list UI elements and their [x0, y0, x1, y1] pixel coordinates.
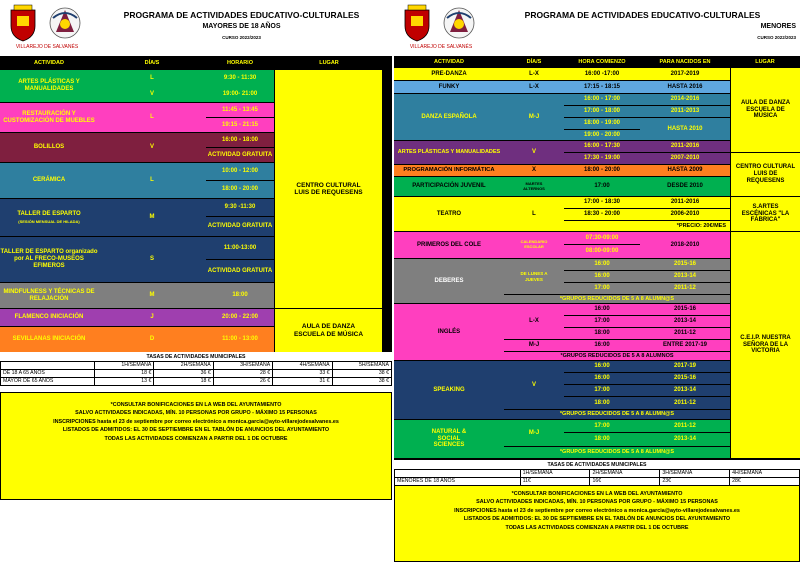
culture-emblem-icon — [48, 4, 82, 42]
hours-primeros-cole-2: 08:00-09:00 — [564, 245, 640, 258]
price-teatro: *PRECIO: 20€/MES — [564, 221, 730, 231]
rate-value: 18 € — [154, 377, 213, 385]
hours-danza-4: 19:00 - 20:00 — [564, 130, 640, 140]
born-speaking-1: 2017-19 — [640, 361, 730, 372]
hours-ingles-4: 16:00 — [564, 340, 640, 351]
rate-value: 13 € — [94, 377, 153, 385]
rates-corner — [1, 361, 95, 369]
hours-restauracion-2: 19:15 - 21:15 — [206, 118, 274, 132]
days-primeros-cole: CALENDARIO ESCOLAR — [504, 232, 564, 258]
born-danza-1: 2014-2016 — [640, 94, 730, 105]
info-line: *CONSULTAR BONIFICACIONES EN LA WEB DEL AYUNTAMIENTO — [511, 491, 683, 497]
hours-primeros-cole-1: 07:30-09:00 — [564, 232, 640, 244]
hours-teatro-1: 17:00 - 18:30 — [564, 197, 640, 208]
activity-ceramica: CERÁMICA — [0, 163, 98, 198]
header-place: LUGAR — [319, 59, 339, 66]
activity-bolillos: BOLILLOS — [0, 133, 98, 162]
activity-artes: ARTES PLÁSTICAS Y MANUALIDADES — [0, 70, 98, 102]
days-participacion: MARTES ALTERNOS — [504, 177, 564, 196]
culture-emblem-icon — [442, 4, 476, 42]
minors-info-box — [394, 485, 800, 562]
hours-speaking-2: 16:00 — [564, 373, 640, 384]
activity-mindfulness: MINDFULNESS Y TÉCNICAS DE RELAJACIÓN — [0, 283, 98, 308]
born-ingles-2: 2013-14 — [640, 316, 730, 327]
header-born: PARA NACIDOS EN — [659, 58, 711, 65]
course-label: CURSO 2022/2023 — [222, 35, 261, 40]
rate-value: 38 € — [332, 369, 391, 377]
born-natural-2: 2013-14 — [640, 433, 730, 446]
rates-col-3: 3H/SEMANA — [660, 469, 730, 477]
born-primeros-cole: 2018-2010 — [640, 232, 730, 258]
activity-esparto-mensual — [0, 199, 98, 236]
header-start: HORA COMIENZO — [578, 58, 626, 65]
hours-esparto-alfreco-2: ACTIVIDAD GRATUITA — [206, 260, 274, 282]
activity-danza: DANZA ESPAÑOLA — [394, 94, 504, 140]
rate-value: 16€ — [590, 477, 660, 485]
days-funky: L-X — [504, 81, 564, 93]
minors-rates-table — [394, 461, 800, 485]
born-speaking-3: 2013-14 — [640, 385, 730, 396]
info-line: TODAS LAS ACTIVIDADES COMIENZAN A PARTIR DEL 1 DE OCTUBRE — [104, 435, 288, 442]
hours-restauracion-1: 11:45 - 13:45 — [206, 103, 274, 117]
adults-schedule-table — [0, 56, 392, 352]
adults-program-panel — [0, 0, 392, 566]
born-predanza: 2017-2019 — [640, 68, 730, 80]
days-ingles-1: L-X — [504, 304, 564, 339]
hours-danza-2: 17:00 - 18:00 — [564, 106, 640, 117]
rates-col-2: 2H/SEMANA — [590, 469, 660, 477]
course-label: CURSO 2022/2023 — [757, 35, 796, 40]
rate-value: 38 € — [332, 377, 391, 385]
note-speaking: *GRUPOS REDUCIDOS DE 5 A 8 ALUMN@S — [504, 410, 730, 419]
activity-esparto-alfreco: TALLER DE ESPARTO organizado por AL FRECO-MUSEOS EFIMEROS — [0, 237, 98, 282]
rates-row-label: MENORES DE 18 AÑOS — [395, 477, 521, 485]
born-ingles-4: ENTRE 2017-19 — [640, 340, 730, 351]
activity-predanza: PRE-DANZA — [394, 68, 504, 80]
header-days: DÍA/S — [144, 59, 160, 66]
born-teatro-2: 2006-2010 — [640, 209, 730, 220]
hours-ingles-1: 16:00 — [564, 304, 640, 315]
info-line: INSCRIPCIONES hasta el 23 de septiembre por correo electrónico a monica.garcia@ayto-villarejodesalvanes.es — [53, 418, 339, 425]
hours-ingles-2: 17:00 — [564, 316, 640, 327]
hours-speaking-1: 16:00 — [564, 361, 640, 372]
adults-info-box — [0, 392, 392, 500]
place-aula-danza: AULA DE DANZA ESCUELA DE MÚSICA — [731, 68, 800, 152]
born-ingles-3: 2011-12 — [640, 328, 730, 339]
days-restauracion: L — [98, 103, 206, 132]
rate-value: 33 € — [273, 369, 332, 377]
rates-col-1: 1H/SEMANA — [520, 469, 590, 477]
info-line: SALVO ACTIVIDADES INDICADAS, MÍN. 10 PERSONAS POR GRUPO - MÁXIMO 15 PERSONAS — [476, 499, 718, 506]
place-centro-cultural: CENTRO CULTURAL LUIS DE REQUESENS — [275, 70, 382, 308]
hours-artes-menores-2: 17:30 - 19:00 — [564, 153, 640, 164]
days-teatro: L — [504, 197, 564, 231]
days-deberes: DE LUNES A JUEVES — [504, 259, 564, 294]
hours-bolillos-1: 16:00 - 18:00 — [206, 133, 274, 147]
hours-programacion: 18:00 - 20:00 — [564, 165, 640, 176]
days-programacion: X — [504, 165, 564, 176]
days-ingles-2: M-J — [504, 340, 564, 351]
hours-natural-1: 17:00 — [564, 420, 640, 432]
hours-speaking-3: 17:00 — [564, 385, 640, 396]
place-aula-danza: AULA DE DANZA ESCUELA DE MÚSICA — [275, 309, 382, 352]
hours-ingles-3: 18:00 — [564, 328, 640, 339]
info-line: INSCRIPCIONES hasta el 23 de septiembre por correo electrónico a monica.garcia@ayto-villarejodesalvanes.es — [454, 507, 740, 514]
program-subtitle: MENORES — [760, 23, 796, 30]
born-participacion: DESDE 2010 — [640, 177, 730, 196]
rate-value: 26 € — [213, 377, 272, 385]
activity-speaking: SPEAKING — [394, 361, 504, 419]
hours-natural-2: 18:00 — [564, 433, 640, 446]
rates-title: TASAS DE ACTIVIDADES MUNICIPALES — [547, 461, 647, 468]
rates-row-seniors — [1, 377, 392, 385]
info-line: LISTADOS DE ADMITIDOS: EL 30 DE SEPTIEMBRE EN EL TABLÓN DE ANUNCIOS DEL AYUNTAMIENTO — [62, 427, 330, 434]
village-label: VILLAREJO DE SALVANÉS — [15, 44, 79, 50]
born-deberes-3: 2011-12 — [640, 283, 730, 294]
activity-natural-social: NATURAL & SOCIAL SCIENCES — [394, 420, 504, 458]
hours-mindfulness: 18:00 — [206, 283, 274, 308]
hours-sevillanas: 11:00 - 13:00 — [206, 327, 274, 352]
rates-row-label: MAYOR DE 65 AÑOS — [1, 377, 95, 385]
rate-value: 31 € — [273, 377, 332, 385]
rates-col-2: 2H/SEMANA — [154, 361, 213, 369]
town-crest-icon — [8, 4, 38, 42]
hours-participacion: 17:00 — [564, 177, 640, 196]
days-predanza: L-X — [504, 68, 564, 80]
rates-row-adults — [1, 369, 392, 377]
village-label: VILLAREJO DE SALVANÉS — [409, 44, 473, 50]
hours-funky: 17:15 - 18:15 — [564, 81, 640, 93]
rates-title: TASAS DE ACTIVIDADES MUNICIPALES — [146, 353, 246, 360]
activity-flamenco: FLAMENCO INICIACIÓN — [0, 309, 98, 326]
activity-primeros-cole: PRIMEROS DEL COLE — [394, 232, 504, 258]
activity-ingles: INGLÉS — [394, 304, 504, 360]
days-esparto-alfreco: S — [98, 237, 206, 282]
adults-rates-table — [0, 353, 392, 391]
hours-artes-menores-1: 16:00 - 17:30 — [564, 141, 640, 152]
hours-bolillos-2: ACTIVIDAD GRATUITA — [206, 148, 274, 162]
minors-schedule-table — [394, 56, 800, 460]
note-natural: *GRUPOS REDUCIDOS DE 5 A 8 ALUMN@S — [504, 447, 730, 458]
activity-sevillanas: SEVILLANAS INICIACIÓN — [0, 327, 98, 352]
rates-col-4: 4H/SEMANA — [730, 469, 800, 477]
hours-flamenco: 20:00 - 22:00 — [206, 309, 274, 326]
place-artes-escenicas: S.ARTES ESCÉNICAS "LA FÁBRICA" — [731, 197, 800, 231]
activity-esparto-note: (SESIÓN MENSUAL DE HILADA) — [18, 218, 80, 224]
born-speaking-4: 2011-12 — [640, 397, 730, 409]
rates-row-label: DE 18 A 65 AÑOS — [1, 369, 95, 377]
born-danza-3: HASTA 2010 — [640, 118, 730, 140]
days-artes-menores: V — [504, 141, 564, 164]
hours-artes-2: 19:00- 21:00 — [206, 86, 274, 102]
days-ceramica: L — [98, 163, 206, 198]
rate-value: 18 € — [94, 369, 153, 377]
program-title: PROGRAMA DE ACTIVIDADES EDUCATIVO-CULTURALES — [524, 10, 761, 20]
days-flamenco: J — [98, 309, 206, 326]
rates-col-1: 1H/SEMANA — [94, 361, 153, 369]
activity-deberes: DEBERES — [394, 259, 504, 303]
activity-teatro: TEATRO — [394, 197, 504, 231]
header-hours: HORARIO — [227, 59, 253, 66]
born-teatro-1: 2011-2016 — [640, 197, 730, 208]
info-line: TODAS LAS ACTIVIDADES COMIENZAN A PARTIR DEL 1 DE OCTUBRE — [505, 524, 689, 531]
town-crest-icon — [402, 4, 432, 42]
hours-ceramica-1: 10:00 - 12:00 — [206, 163, 274, 180]
header-place: LUGAR — [755, 58, 775, 65]
born-artes-menores-1: 2011-2016 — [640, 141, 730, 152]
born-danza-2: 2011-2013 — [640, 106, 730, 117]
rate-value: 11€ — [520, 477, 590, 485]
hours-esparto-mensual-2: ACTIVIDAD GRATUITA — [206, 217, 274, 236]
info-line: LISTADOS DE ADMITIDOS: EL 30 DE SEPTIEMBRE EN EL TABLÓN DE ANUNCIOS DEL AYUNTAMIENTO — [463, 516, 731, 523]
info-line: *CONSULTAR BONIFICACIONES EN LA WEB DEL AYUNTAMIENTO — [110, 402, 282, 408]
activity-esparto-label: TALLER DE ESPARTO — [17, 210, 81, 217]
header-activity: ACTIVIDAD — [34, 59, 64, 66]
activity-artes-menores: ARTES PLÁSTICAS Y MANUALIDADES — [394, 141, 504, 164]
program-subtitle: MAYORES DE 18 AÑOS — [202, 23, 281, 30]
hours-teatro-2: 18:30 - 20:00 — [564, 209, 640, 220]
place-centro-cultural: CENTRO CULTURAL LUIS DE REQUESENS — [731, 153, 800, 196]
hours-esparto-alfreco-1: 11:00-13:00 — [206, 237, 274, 259]
hours-ceramica-2: 18:00 - 20:00 — [206, 181, 274, 198]
days-speaking: V — [504, 361, 564, 409]
info-line: SALVO ACTIVIDADES INDICADAS, MÍN. 10 PERSONAS POR GRUPO - MÁXIMO 15 PERSONAS — [75, 410, 317, 417]
born-artes-menores-2: 2007-2010 — [640, 153, 730, 164]
days-bolillos: V — [98, 133, 206, 162]
place-ceip: C.E.I.P. NUESTRA SEÑORA DE LA VICTORIA — [731, 232, 800, 458]
right-header — [394, 0, 800, 56]
hours-deberes-2: 16:00 — [564, 271, 640, 282]
born-natural-1: 2011-12 — [640, 420, 730, 432]
days-sevillanas: D — [98, 327, 206, 352]
hours-artes-1: 9:30 - 11:30 — [206, 70, 274, 86]
activity-restauracion: RESTAURACIÓN Y CUSTOMIZACIÓN DE MUEBLES — [0, 103, 98, 132]
hours-esparto-mensual-1: 9:30 -11:30 — [206, 199, 274, 216]
rate-value: 23€ — [660, 477, 730, 485]
born-programacion: HASTA 2009 — [640, 165, 730, 176]
program-title: PROGRAMA DE ACTIVIDADES EDUCATIVO-CULTURALES — [123, 10, 360, 20]
hours-deberes-1: 16:00 — [564, 259, 640, 270]
rate-value: 28 € — [213, 369, 272, 377]
left-header — [0, 0, 392, 56]
days-natural-social: M-J — [504, 420, 564, 446]
born-speaking-2: 2015-16 — [640, 373, 730, 384]
rates-corner — [395, 469, 521, 477]
rates-col-5: 5H/SEMANA — [332, 361, 391, 369]
hours-deberes-3: 17:00 — [564, 283, 640, 294]
rate-value: 28€ — [730, 477, 800, 485]
header-days: DÍA/S — [526, 58, 542, 65]
born-deberes-2: 2013-14 — [640, 271, 730, 282]
days-artes-2: V — [98, 86, 206, 102]
activity-funky: FUNKY — [394, 81, 504, 93]
note-ingles: *GRUPOS REDUCIDOS DE 5 A 8 ALUMNOS — [504, 352, 730, 360]
hours-predanza: 16:00 -17:00 — [564, 68, 640, 80]
activity-programacion: PROGRAMACIÓN INFORMÁTICA — [394, 165, 504, 176]
days-artes-1: L — [98, 70, 206, 86]
hours-danza-1: 16:00 - 17:00 — [564, 94, 640, 105]
days-danza: M-J — [504, 94, 564, 140]
note-deberes: *GRUPOS REDUCIDOS DE 5 A 8 ALUMN@S — [504, 295, 730, 303]
hours-speaking-4: 18:00 — [564, 397, 640, 409]
born-ingles-1: 2015-16 — [640, 304, 730, 315]
activity-participacion: PARTICIPACIÓN JUVENIL — [394, 177, 504, 196]
rate-value: 36 € — [154, 369, 213, 377]
hours-danza-3: 18:00 - 19:00 — [564, 118, 640, 129]
rates-col-3: 3H/SEMANA — [213, 361, 272, 369]
header-activity: ACTIVIDAD — [434, 58, 464, 65]
minors-program-panel — [394, 0, 800, 566]
rates-row-minors — [395, 477, 800, 485]
days-esparto-mensual: M — [98, 199, 206, 236]
born-deberes-1: 2015-16 — [640, 259, 730, 270]
days-mindfulness: M — [98, 283, 206, 308]
born-funky: HASTA 2016 — [640, 81, 730, 93]
rates-col-4: 4H/SEMANA — [273, 361, 332, 369]
